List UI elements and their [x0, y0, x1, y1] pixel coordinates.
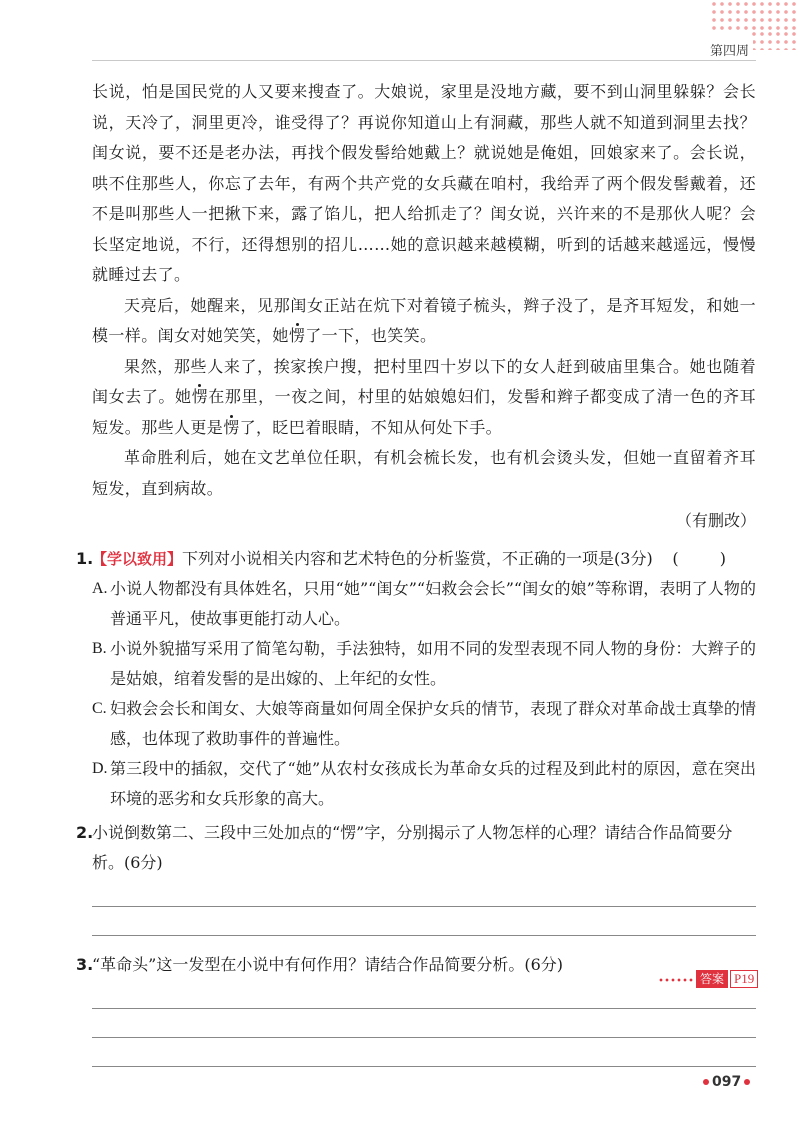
week-label: 第四周	[706, 40, 753, 59]
paragraph-text: 果然，那些人来了，挨家挨户搜，把村里四十岁以下的女人赶到破庙里集合。她也随着闺女去了。她	[92, 356, 756, 406]
option-label: C.	[92, 700, 107, 717]
story-paragraph	[92, 77, 756, 291]
paragraph-text: 革命胜利后，她在文艺单位任职，有机会梳长发，也有机会烫头发，但她一直留着齐耳短发，直到病故。	[92, 448, 756, 498]
answer-line[interactable]	[92, 1037, 756, 1038]
option-text: 妇救会会长和闺女、大娘等商量如何周全保护女兵的情节，表现了群众对革命战士真挚的情感，也体现了救助事件的普遍性。	[110, 699, 756, 748]
option-text: 小说外貌描写采用了简笔勾勒，手法独特，如用不同的发型表现不同人物的身份：大辫子的是姑娘，绾着发髻的是出嫁的、上年纪的女性。	[110, 639, 756, 688]
header-divider	[92, 60, 756, 61]
option-label: D.	[92, 760, 108, 777]
option-a[interactable]	[92, 574, 756, 634]
answer-badge: 答案	[696, 970, 728, 988]
answer-reference[interactable]	[658, 970, 758, 990]
option-c[interactable]	[92, 694, 756, 754]
question-number: 2.	[76, 823, 94, 842]
corner-dot-pattern	[710, 0, 800, 30]
option-text: 小说人物都没有具体姓名，只用“她”“闺女”“妇救会会长”“闺女的娘”等称谓，表明了人物的普通平凡，使故事更能打动人心。	[110, 579, 756, 628]
option-b[interactable]	[92, 634, 756, 694]
question-stem: “革命头”这一发型在小说中有何作用？请结合作品简要分析。(6分)	[92, 955, 564, 974]
story-paragraph	[92, 443, 756, 504]
answer-line[interactable]	[92, 935, 756, 936]
answer-line[interactable]	[92, 906, 756, 907]
question-2-answer-area[interactable]	[92, 906, 756, 936]
emphasized-char: 愣	[191, 387, 209, 406]
question-tag: 【学以致用】	[92, 550, 183, 568]
answer-bracket[interactable]: ( )	[672, 549, 744, 568]
paragraph-text: 了一下，也笑笑。	[305, 326, 437, 345]
paragraph-text: 天亮后，她醒来，见那闺女正站在炕下对着镜子梳头，辫子没了，是齐耳短发，和她一模一样。闺女对她笑笑，她	[92, 295, 756, 345]
question-number: 1.	[76, 549, 94, 568]
option-label: B.	[92, 640, 107, 657]
question-2	[76, 818, 756, 878]
story-text	[92, 77, 756, 504]
question-stem: 下列对小说相关内容和艺术特色的分析鉴赏，不正确的一项是(3分)	[182, 549, 653, 568]
question-1	[76, 544, 756, 574]
page-dot-right	[744, 1079, 750, 1085]
answer-ref-dots	[658, 977, 694, 983]
page-content	[76, 77, 757, 1067]
answer-line[interactable]	[92, 1066, 756, 1067]
option-label: A.	[92, 580, 108, 597]
paragraph-text: 了，眨巴着眼睛，不知从何处下手。	[239, 417, 503, 437]
story-paragraph	[92, 352, 756, 444]
question-1-options	[92, 574, 756, 814]
page-number-text: 097	[712, 1074, 742, 1090]
corner-dot-pattern-lower	[750, 30, 800, 50]
answer-line[interactable]	[92, 1008, 756, 1009]
paragraph-text: 在那里，一夜之间，村里的姑娘媳妇们，发髻和辫子都变成了清一色的齐耳短发。那些人更是	[92, 387, 757, 437]
answer-page: P19	[730, 970, 758, 988]
option-text: 第三段中的插叙，交代了“她”从农村女孩成长为革命女兵的过程及到此村的原因，意在突出环境的恶劣和女兵形象的高大。	[110, 759, 756, 808]
option-d[interactable]	[92, 754, 756, 814]
page-dot-left	[703, 1079, 709, 1085]
question-3-answer-area[interactable]	[92, 1008, 756, 1067]
emphasized-char: 愣	[223, 417, 240, 437]
question-stem: 小说倒数第二、三段中三处加点的“愣”字，分别揭示了人物怎样的心理？请结合作品简要分析。(6分)	[92, 823, 733, 872]
source-note: （有删改）	[675, 511, 756, 530]
question-number: 3.	[76, 955, 94, 974]
page-number	[700, 1074, 753, 1090]
paragraph-text: 长说，怕是国民党的人又要来搜查了。大娘说，家里是没地方藏，要不到山洞里躲躲？会长说，天冷了，洞里更冷，谁受得了？再说你知道山上有洞藏，那些人就不知道到洞里去找？闺女说，要不还是老办法，再找个假发髻给她戴上？就说她是俺姐，回娘家来了。会长说，哄不住那些人，你忘了去年，有两个共产党的女兵藏在咱村，我给弄了两个假发髻戴着，还不是叫那些人一把揪下来，露了馅儿，把人给抓走了？闺女说，兴许来的不是那伙人呢？会长坚定地说，不行，还得想别的招儿……她的意识越来越模糊，听到的话越来越遥远，慢慢就睡过去了。	[92, 82, 756, 284]
story-paragraph	[92, 291, 756, 352]
question-3	[76, 950, 756, 980]
emphasized-char: 愣	[288, 326, 306, 345]
